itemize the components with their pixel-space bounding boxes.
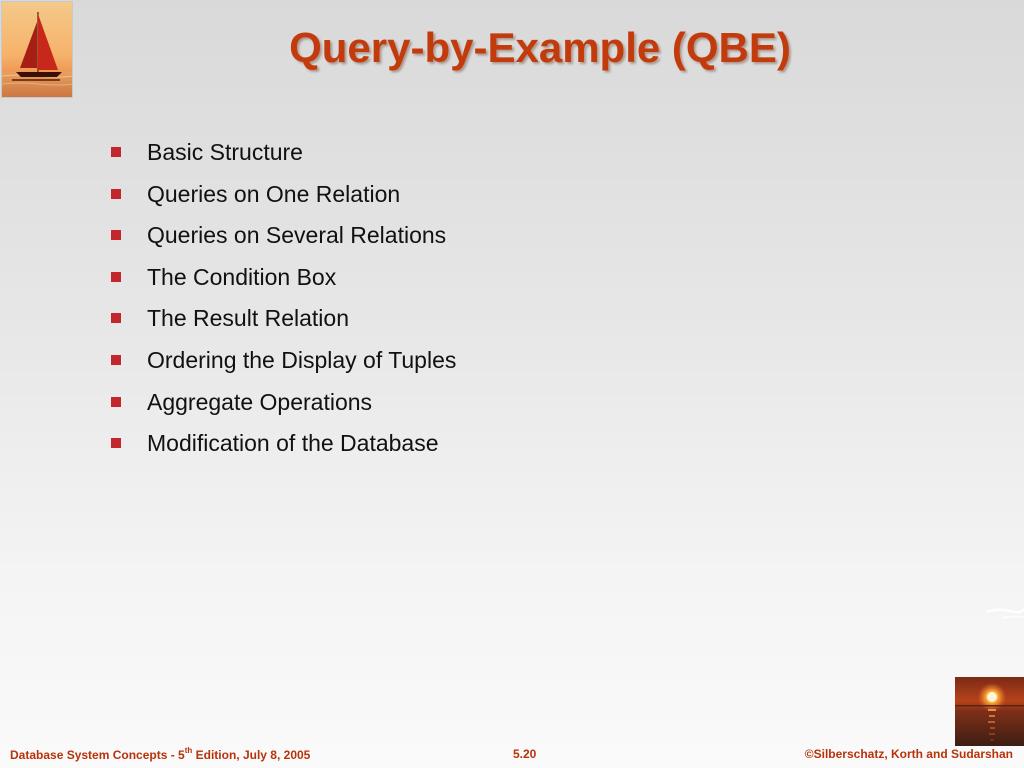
- list-item-label: Aggregate Operations: [147, 388, 373, 415]
- list-item-label: Queries on One Relation: [147, 180, 401, 207]
- footer-copyright: ©Silberschatz, Korth and Sudarshan: [804, 747, 1013, 761]
- list-item-label: The Condition Box: [147, 263, 337, 290]
- square-bullet-icon: [111, 313, 121, 323]
- footer-book-title: Database System Concepts - 5: [10, 748, 185, 762]
- list-item-label: Queries on Several Relations: [147, 222, 447, 249]
- list-item-label: Basic Structure: [147, 139, 303, 165]
- square-bullet-icon: [111, 438, 121, 448]
- list-item-label: Modification of the Database: [147, 430, 439, 457]
- wave-decoration: [984, 600, 1024, 630]
- footer-edition-superscript: th: [184, 746, 193, 755]
- slide-footer: [0, 744, 1024, 768]
- square-bullet-icon: [111, 397, 121, 407]
- list-item-label: The Result Relation: [147, 305, 349, 332]
- square-bullet-icon: [111, 230, 121, 240]
- square-bullet-icon: [111, 147, 121, 157]
- square-bullet-icon: [111, 355, 121, 365]
- list-item-label: Ordering the Display of Tuples: [147, 346, 457, 373]
- ocean-sunset-image: [955, 677, 1024, 746]
- slide-title: Query-by-Example (QBE): [289, 24, 791, 71]
- square-bullet-icon: [111, 272, 121, 282]
- footer-edition-date: Edition, July 8, 2005: [192, 748, 311, 762]
- footer-book-info: [10, 747, 310, 762]
- square-bullet-icon: [111, 189, 121, 199]
- footer-page-number: 5.20: [513, 747, 537, 761]
